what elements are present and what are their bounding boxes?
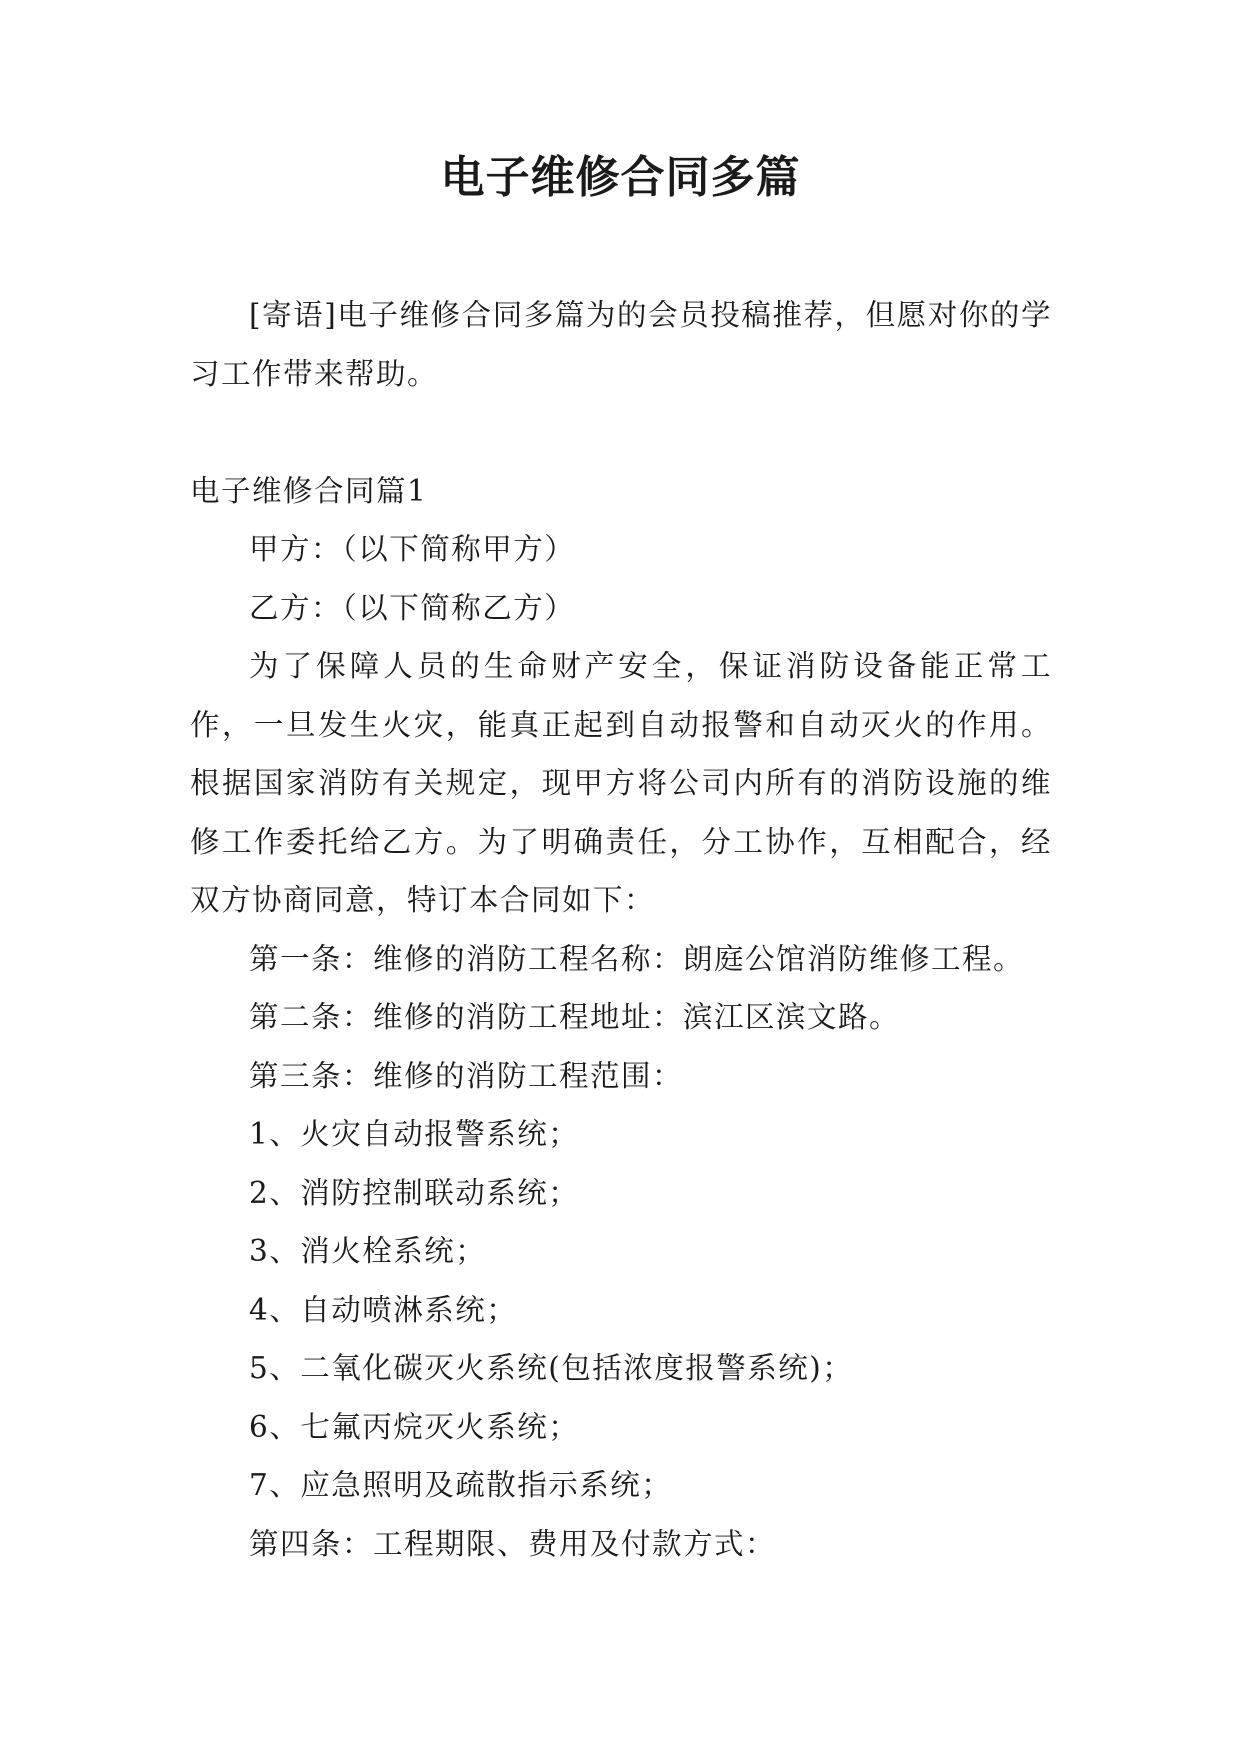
- scope-item: 2、消防控制联动系统；: [249, 1175, 580, 1210]
- document-title: 电子维修合同多篇: [440, 152, 801, 203]
- scope-item: 7、应急照明及疏散指示系统；: [249, 1468, 673, 1502]
- scope-item: 3、消火栓系统；: [249, 1234, 487, 1268]
- scope-item: 4、自动喷淋系统；: [249, 1292, 518, 1327]
- intro-paragraph: 为了保障人员的生命财产安全，保证消防设备能正常工作，一旦发生火灾，能真正起到自动报警和自动灭火的作用。根据国家消防有关规定，现甲方将公司内所有的消防设施的维修工作委托给乙方。为了明确责任，分工协作，互相配合，经双方协商同意，特订本合同如下：: [190, 649, 1052, 917]
- scope-item: 1、火灾自动报警系统；: [249, 1117, 580, 1151]
- party-b-line: 乙方：（以下简称乙方）: [249, 590, 576, 625]
- article-1: 第一条：维修的消防工程名称：朗庭公馆消防维修工程。: [249, 941, 1025, 976]
- scope-item: 6、七氟丙烷灭火系统；: [249, 1409, 580, 1444]
- article-3: 第三条：维修的消防工程范围：: [249, 1058, 684, 1093]
- article-2: 第二条：维修的消防工程地址：滨江区滨文路。: [249, 1000, 901, 1034]
- section-heading: 电子维修合同篇1: [190, 473, 428, 508]
- preface-paragraph: [寄语]电子维修合同多篇为的会员投稿推荐，但愿对你的学习工作带来帮助。: [190, 298, 1052, 391]
- blank-line: [190, 403, 1052, 462]
- article-4: 第四条：工程期限、费用及付款方式：: [249, 1526, 777, 1561]
- document-body: [190, 286, 1052, 1573]
- party-a-line: 甲方：（以下简称甲方）: [249, 532, 576, 566]
- scope-item: 5、二氧化碳灭火系统(包括浓度报警系统)；: [249, 1351, 854, 1385]
